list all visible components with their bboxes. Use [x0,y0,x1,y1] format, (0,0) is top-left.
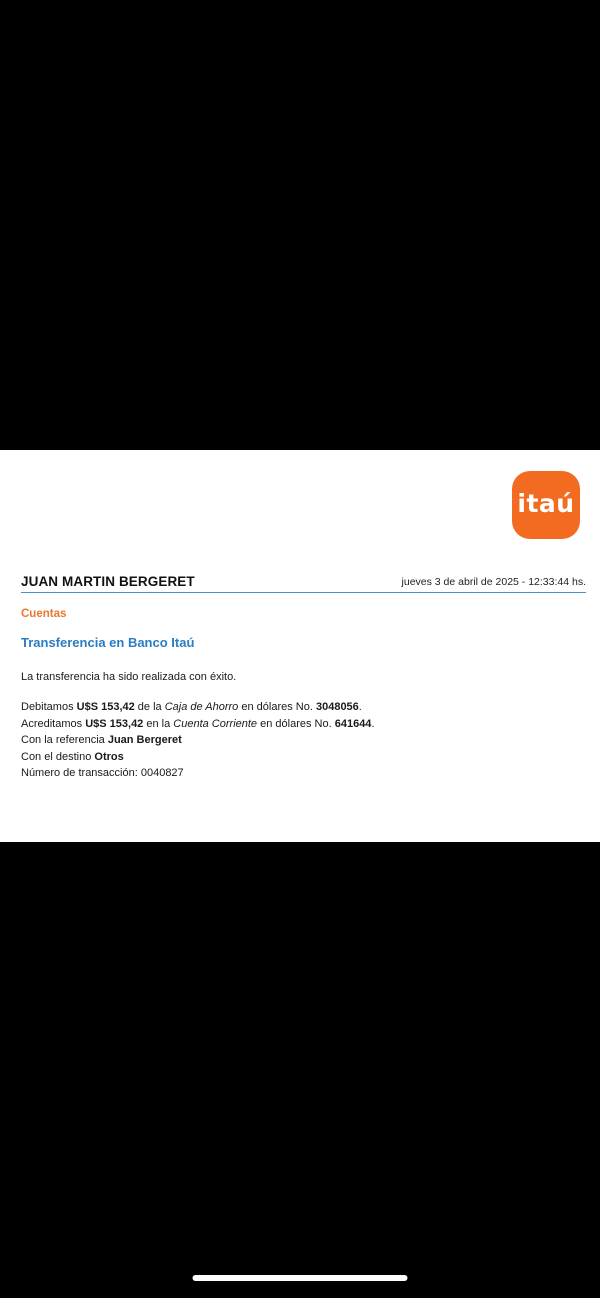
debit-amount: U$S 153,42 [76,701,135,713]
itau-logo [512,471,580,539]
credit-prefix: Acreditamos [21,717,86,730]
itau-logo-text: itaú [517,489,575,518]
home-indicator[interactable] [193,1275,408,1281]
credit-account-type: Cuenta Corriente [173,717,258,730]
credit-amount: U$S 153,42 [85,717,144,730]
transaction-value: 0040827 [140,767,184,779]
reference-value: Juan Bergeret [107,734,182,746]
debit-suffix: . [358,701,362,713]
credit-suffix: . [371,717,375,730]
debit-account-type: Caja de Ahorro [164,701,239,713]
credit-line [21,716,582,733]
destination-value: Otros [94,750,124,763]
account-holder-name: JUAN MARTIN BERGERET [21,574,195,589]
document-header [21,574,586,593]
debit-line [21,699,582,716]
reference-prefix: Con la referencia [21,734,108,746]
transfer-details [21,699,582,782]
success-message: La transferencia ha sido realizada con éxito. [21,671,237,683]
destination-prefix: Con el destino [21,750,95,763]
debit-mid2: en dólares No. [238,701,316,713]
reference-line [21,732,582,749]
transaction-number-line [21,765,582,782]
page-title: Transferencia en Banco Itaú [21,635,195,650]
itau-logo-badge [512,471,580,539]
credit-mid: en la [143,717,174,730]
document-timestamp: jueves 3 de abril de 2025 - 12:33:44 hs. [401,576,586,588]
credit-mid2: en dólares No. [257,717,335,730]
credit-account-number: 641644 [334,717,372,730]
destination-line [21,749,582,766]
debit-account-number: 3048056 [315,701,359,713]
debit-mid: de la [134,701,165,713]
transaction-prefix: Número de transacción: [21,767,141,779]
section-label-cuentas: Cuentas [21,608,67,620]
debit-prefix: Debitamos [21,701,77,713]
